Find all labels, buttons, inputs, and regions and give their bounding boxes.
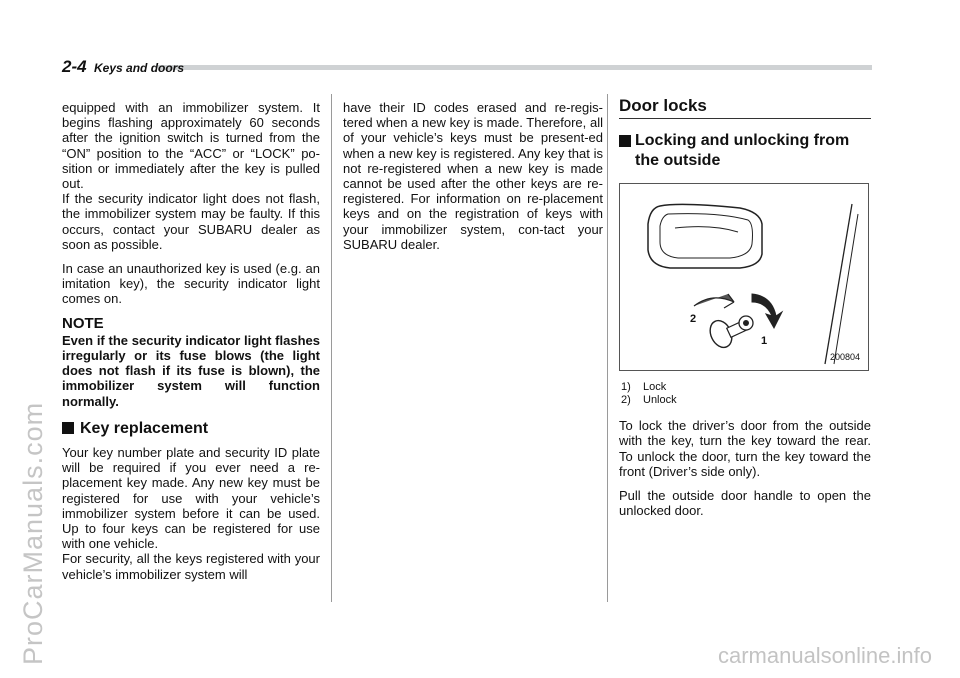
caption-text: Unlock bbox=[643, 394, 677, 407]
door-handle-key-drawing bbox=[620, 184, 868, 370]
callout-1: 1 bbox=[761, 335, 768, 348]
paragraph: Pull the outside door handle to open the unlocked door. bbox=[619, 488, 871, 519]
column-3 bbox=[619, 96, 871, 527]
page-header bbox=[62, 57, 872, 77]
caption-item bbox=[619, 381, 871, 394]
paragraph: equipped with an immobilizer system. It begins flashing approximately 60 seconds after the ignition switch is turned from the “ON” position to the “ACC” or “LOCK” po-sition or immediately after the key is pulled out. bbox=[62, 100, 320, 192]
caption-text: Lock bbox=[643, 381, 667, 394]
header-rule bbox=[158, 65, 872, 70]
note-heading: NOTE bbox=[62, 314, 104, 332]
door-lock-illustration bbox=[619, 183, 869, 371]
column-divider-2 bbox=[607, 94, 608, 602]
section-heading-text: Key replacement bbox=[80, 419, 209, 437]
section-title: Keys and doors bbox=[94, 61, 185, 75]
paragraph: Your key number plate and security ID plate will be required if you ever need a re-placement key made. Any new key must be registered for use with your vehicle’s immobilizer system before it can be used. Up to four keys can be registered for use with one vehicle. bbox=[62, 445, 320, 552]
caption-number: 2) bbox=[621, 394, 631, 407]
caption-number: 1) bbox=[621, 381, 631, 394]
bullet-square-icon bbox=[619, 135, 631, 147]
paragraph: have their ID codes erased and re-regis-tered when a new key is made. Therefore, all of your vehicle’s keys must be present-ed when a new key is registered. Any key that is not re-registered when a new key is made cannot be used after the other keys are re-registered. For information on re-placement keys and on the registration of keys with your immobilizer system, con-tact your SUBARU dealer. bbox=[343, 100, 603, 252]
paragraph: To lock the driver’s door from the outside with the key, turn the key toward the rear. To unlock the door, turn the key toward the front (Driver’s side only). bbox=[619, 418, 871, 479]
callout-2: 2 bbox=[690, 313, 697, 326]
bottom-watermark: carmanualsonline.info bbox=[717, 643, 932, 668]
page-section-title: Door locks bbox=[619, 98, 871, 119]
paragraph: In case an unauthorized key is used (e.g. an imitation key), the security indicator light comes on. bbox=[62, 261, 320, 307]
bullet-square-icon bbox=[62, 422, 74, 434]
subsection-heading bbox=[619, 131, 871, 171]
caption-item bbox=[619, 394, 871, 407]
side-watermark: ProCarManuals.com bbox=[18, 401, 48, 665]
figure-captions bbox=[619, 381, 871, 407]
column-divider-1 bbox=[331, 94, 332, 602]
paragraph: For security, all the keys registered with your vehicle’s immobilizer system will bbox=[62, 551, 320, 582]
note-body: Even if the security indicator light flashes irregularly or its fuse blows (the light does not flash if its fuse is blown), the immobilizer system will function normally. bbox=[62, 332, 320, 409]
subsection-heading-text: Locking and unlocking from the outside bbox=[635, 132, 850, 170]
figure-id: 200804 bbox=[829, 352, 860, 362]
page-number: 2-4 bbox=[62, 57, 87, 76]
column-2 bbox=[343, 100, 603, 261]
paragraph: If the security indicator light does not flash, the immobilizer system may be faulty. If this occurs, contact your SUBARU dealer as soon as possible. bbox=[62, 191, 320, 252]
column-1 bbox=[62, 100, 320, 591]
section-heading bbox=[62, 421, 320, 436]
